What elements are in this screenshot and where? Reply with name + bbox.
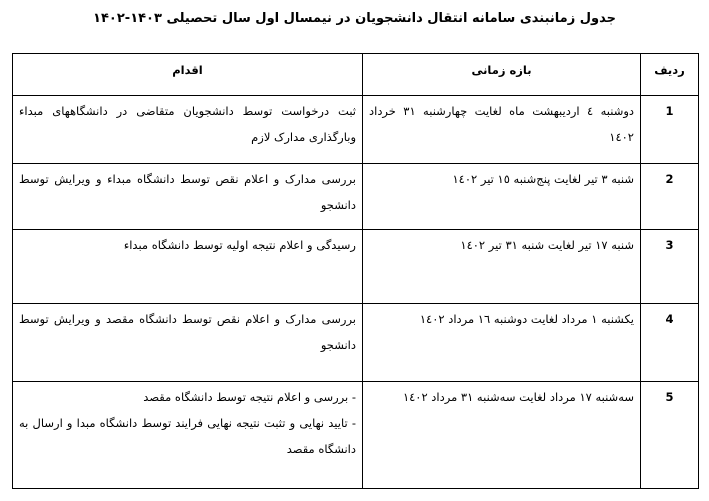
header-row-number: ردیف <box>641 54 699 96</box>
table-header-row <box>13 54 699 96</box>
time-range-cell: سه‌شنبه ۱۷ مرداد لغایت سه‌شنبه ۳۱ مرداد ۱٤۰۲ <box>363 382 641 489</box>
action-cell: ثبت درخواست توسط دانشجویان متقاضی در دانشگاههای مبداء وبارگذاری مدارک لازم <box>13 96 363 164</box>
time-range-cell: دوشنبه ٤ اردیبهشت ماه لغایت چهارشنبه ۳۱ خرداد ۱٤۰۲ <box>363 96 641 164</box>
action-cell: رسیدگی و اعلام نتیجه اولیه توسط دانشگاه مبداء <box>13 230 363 304</box>
header-time-range: بازه زمانی <box>363 54 641 96</box>
action-cell: بررسی مدارک و اعلام نقص توسط دانشگاه مبداء و ویرایش توسط دانشجو <box>13 164 363 230</box>
table-row <box>13 164 699 230</box>
time-range-cell: یکشنبه ۱ مرداد لغایت دوشنبه ١٦ مرداد ۱٤۰۲ <box>363 304 641 382</box>
row-number-cell: 3 <box>641 230 699 304</box>
action-cell <box>13 382 363 489</box>
time-range-cell: شنبه ۳ تیر لغایت پنج‌شنبه ١٥ تیر ۱٤۰۲ <box>363 164 641 230</box>
table-row <box>13 304 699 382</box>
row-number-cell: 4 <box>641 304 699 382</box>
header-action: اقدام <box>13 54 363 96</box>
row-number-cell: 1 <box>641 96 699 164</box>
schedule-table <box>12 53 699 489</box>
time-range-cell: شنبه ۱۷ تیر لغایت شنبه ۳۱ تیر ۱٤۰۲ <box>363 230 641 304</box>
action-line: - بررسی و اعلام نتیجه توسط دانشگاه مقصد <box>143 390 356 404</box>
row-number-cell: 2 <box>641 164 699 230</box>
table-row <box>13 230 699 304</box>
table-row <box>13 96 699 164</box>
table-row <box>13 382 699 489</box>
row-number-cell: 5 <box>641 382 699 489</box>
action-line: - تایید نهایی و تثبت نتیجه نهایی فرایند توسط دانشگاه مبدا و ارسال به دانشگاه مقصد <box>19 416 356 456</box>
page-title: جدول زمانبندی سامانه انتقال دانشجویان در نیمسال اول سال تحصیلی ۱۴۰۳-۱۴۰۲ <box>93 11 616 26</box>
action-cell: بررسی مدارک و اعلام نقص توسط دانشگاه مقصد و ویرایش توسط دانشجو <box>13 304 363 382</box>
